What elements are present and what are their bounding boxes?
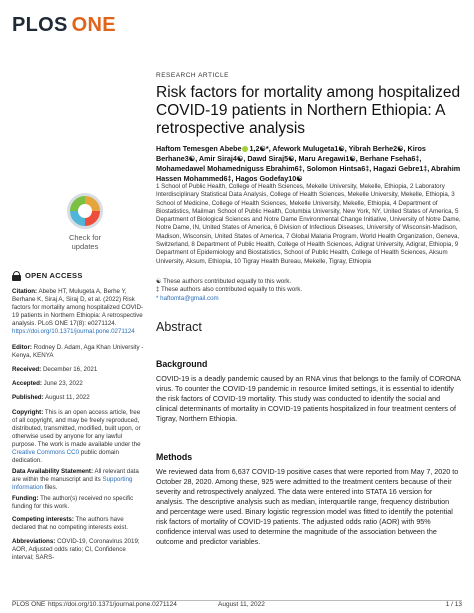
published-label: Published: (12, 394, 44, 401)
open-lock-icon (12, 271, 21, 281)
editor-block (12, 344, 145, 360)
accepted-block (12, 380, 145, 388)
copyright-block (12, 409, 145, 465)
data-availability-block (12, 468, 145, 492)
editor-text: Rodney D. Adam, Aga Khan University - Kenya, KENYA (12, 344, 144, 359)
citation-block (12, 288, 145, 336)
journal-logo[interactable] (12, 14, 116, 37)
competing-interests-text: The authors have declared that no competing interests exist. (12, 516, 128, 531)
article-title: Risk factors for mortality among hospitalized COVID-19 patients in Northern Ethiopia: A retrospective analysis (156, 84, 461, 137)
data-availability-text: All relevant data are within the manuscript and its (12, 468, 139, 483)
background-heading: Background (156, 359, 208, 369)
author-list-rest: 1,2☯*, Afework Mulugeta1☯, Yibrah Berhe2☯, Kiros Berhane3☯, Amir Siraj4☯, Dawd Siraj5☯, Maru Aregawi1☯, Berhane Fseha6‡, Mohamedawel Mohamedniguss Ebrahim6‡, Solomon Hintsa6‡, Hagazi Gebre1‡, Abrahim Hassen Mohammed6‡, Hagos Godefay10☯ (156, 144, 461, 183)
accepted-date: June 23, 2022 (43, 380, 83, 387)
funding-block (12, 495, 145, 511)
footer-doi-link[interactable]: https://doi.org/10.1371/journal.pone.0271124 (48, 601, 177, 608)
competing-interests-block (12, 516, 145, 532)
published-block (12, 394, 145, 402)
methods-heading: Methods (156, 452, 193, 462)
check-updates-icon (67, 193, 103, 229)
citation-doi-link[interactable]: https://doi.org/10.1371/journal.pone.0271124 (12, 328, 135, 335)
first-author[interactable]: Haftom Temesgen Abebe (156, 144, 242, 153)
supporting-information-link[interactable]: Supporting Information (12, 476, 133, 491)
copyright-label: Copyright: (12, 409, 44, 416)
data-availability-label: Data Availability Statement: (12, 468, 94, 475)
background-text: COVID-19 is a deadly pandemic caused by an RNA virus that belongs to the family of CORONA virus. To counter the COVID-19 pandemic in resource limited settings, it is essential to identify the risk factors of COVID-19 mortality. This study was conducted to identify the social and clinical determinants of mortality in COVID-19 patients hospitalized in four treatment centers of Tigray, Northern Ethiopia. (156, 374, 461, 423)
open-access-text: OPEN ACCESS (25, 271, 83, 280)
corresponding-email-link[interactable]: * haftomta@gmail.com (156, 294, 219, 302)
equal-contribution-note-2: ‡ These authors also contributed equally to this work. (156, 286, 303, 294)
logo-text-one: ONE (71, 14, 116, 36)
badge-label: Check for updates (68, 233, 102, 251)
received-label: Received: (12, 366, 42, 373)
accepted-label: Accepted: (12, 380, 42, 387)
funding-label: Funding: (12, 495, 39, 502)
cc0-link[interactable]: Creative Commons CC0 (12, 449, 80, 456)
open-access-label (12, 271, 145, 281)
author-notes (156, 278, 461, 303)
data-availability-tail: files. (44, 484, 58, 491)
author-list (156, 144, 461, 184)
abstract-heading: Abstract (156, 320, 202, 334)
received-block (12, 366, 145, 374)
copyright-tail: public domain dedication. (12, 449, 119, 464)
abbreviations-block (12, 538, 145, 562)
methods-text: We reviewed data from 6,637 COVID-19 positive cases that were reported from May 7, 2020 to October 28, 2020. Among these, 925 were admitted to the treatment centers because of their severity and retrospectively analyzed. The data were entered into STATA 16 version for analysis. The descriptive analysis such as median, interquartile range, frequency distribution and percentage were used. Binary logistic regression model was fitted to identify the potential risk factors of mortality of COVID-19 patients. The adjusted odds ratio (AOR) with 95% confidence interval was used to determine the magnitude of the association between the outcome and predictor variables. (156, 467, 459, 546)
funding-text: The author(s) received no specific funding for this work. (12, 495, 134, 510)
logo-text-plos: PLOS (12, 14, 68, 36)
competing-interests-label: Competing interests: (12, 516, 74, 523)
orcid-icon[interactable] (242, 146, 248, 152)
check-for-updates-badge[interactable] (60, 193, 110, 251)
equal-contribution-note: ☯ These authors contributed equally to this work. (156, 278, 292, 285)
editor-label: Editor: (12, 344, 32, 351)
page-number: 1 / 13 (445, 601, 462, 608)
affiliations: 1 School of Public Health, College of Health Sciences, Mekelle University, Mekelle, Ethiopia, 2 Laboratory Interdisciplinary Statistical Data Analysis, College of Health Sciences, Mekelle University, Mekelle, Ethiopia, 3 School of Medicine, College of Health Sciences, Mekelle University, Mekelle, Ethiopia, 4 Department of Biostatistics, Mailman School of Public Health, Columbia University, New York, NY, United States of America, 5 Department of Biological Sciences and Notre Dame Environmental Change Initiative, University of Notre Dame, Notre Dame, IN, United States of America, 6 Division of Infectious Diseases, University of Wisconsin-Madison, Madison, Wisconsin, United States of America, 7 Global Malaria Program, World Health Organization, Geneva, Switzerland, 8 Department of Public Health, College of Health Sciences, Adigrat University, Adigrat, Ethiopia, 9 Department of Epidemiology and Biostatistics, School of Public Health, College of Health Sciences, Aksum University, Aksum, Ethiopia, 10 Tigray Health Bureau, Mekelle, Tigray, Ethiopia (156, 183, 461, 265)
abbreviations-label: Abbreviations: (12, 538, 56, 545)
citation-text: Abebe HT, Mulugeta A, Berhe Y, Berhane K, Siraj A, Siraj D, et al. (2022) Risk factors for mortality among hospitalized COVID-19 patients in Northern Ethiopia: A retrospective analysis. PLoS ONE 17(8): e0271124. (12, 288, 144, 327)
copyright-text: This is an open access article, free of all copyright, and may be freely reproduced, distributed, transmitted, modified, built upon, or otherwise used by anyone for any lawful purpose. The work is made available under the (12, 409, 141, 448)
article-type: RESEARCH ARTICLE (156, 72, 229, 79)
footer-journal: PLOS ONE (12, 601, 46, 608)
abbreviations-text: COVID-19, Coronavirus 2019; AOR, Adjusted odds ratio; CI, Confidence interval; SARS- (12, 538, 140, 561)
citation-label: Citation: (12, 288, 38, 295)
footer-date: August 11, 2022 (218, 601, 265, 608)
published-date: August 11, 2022 (45, 394, 90, 401)
received-date: December 16, 2021 (42, 366, 98, 373)
